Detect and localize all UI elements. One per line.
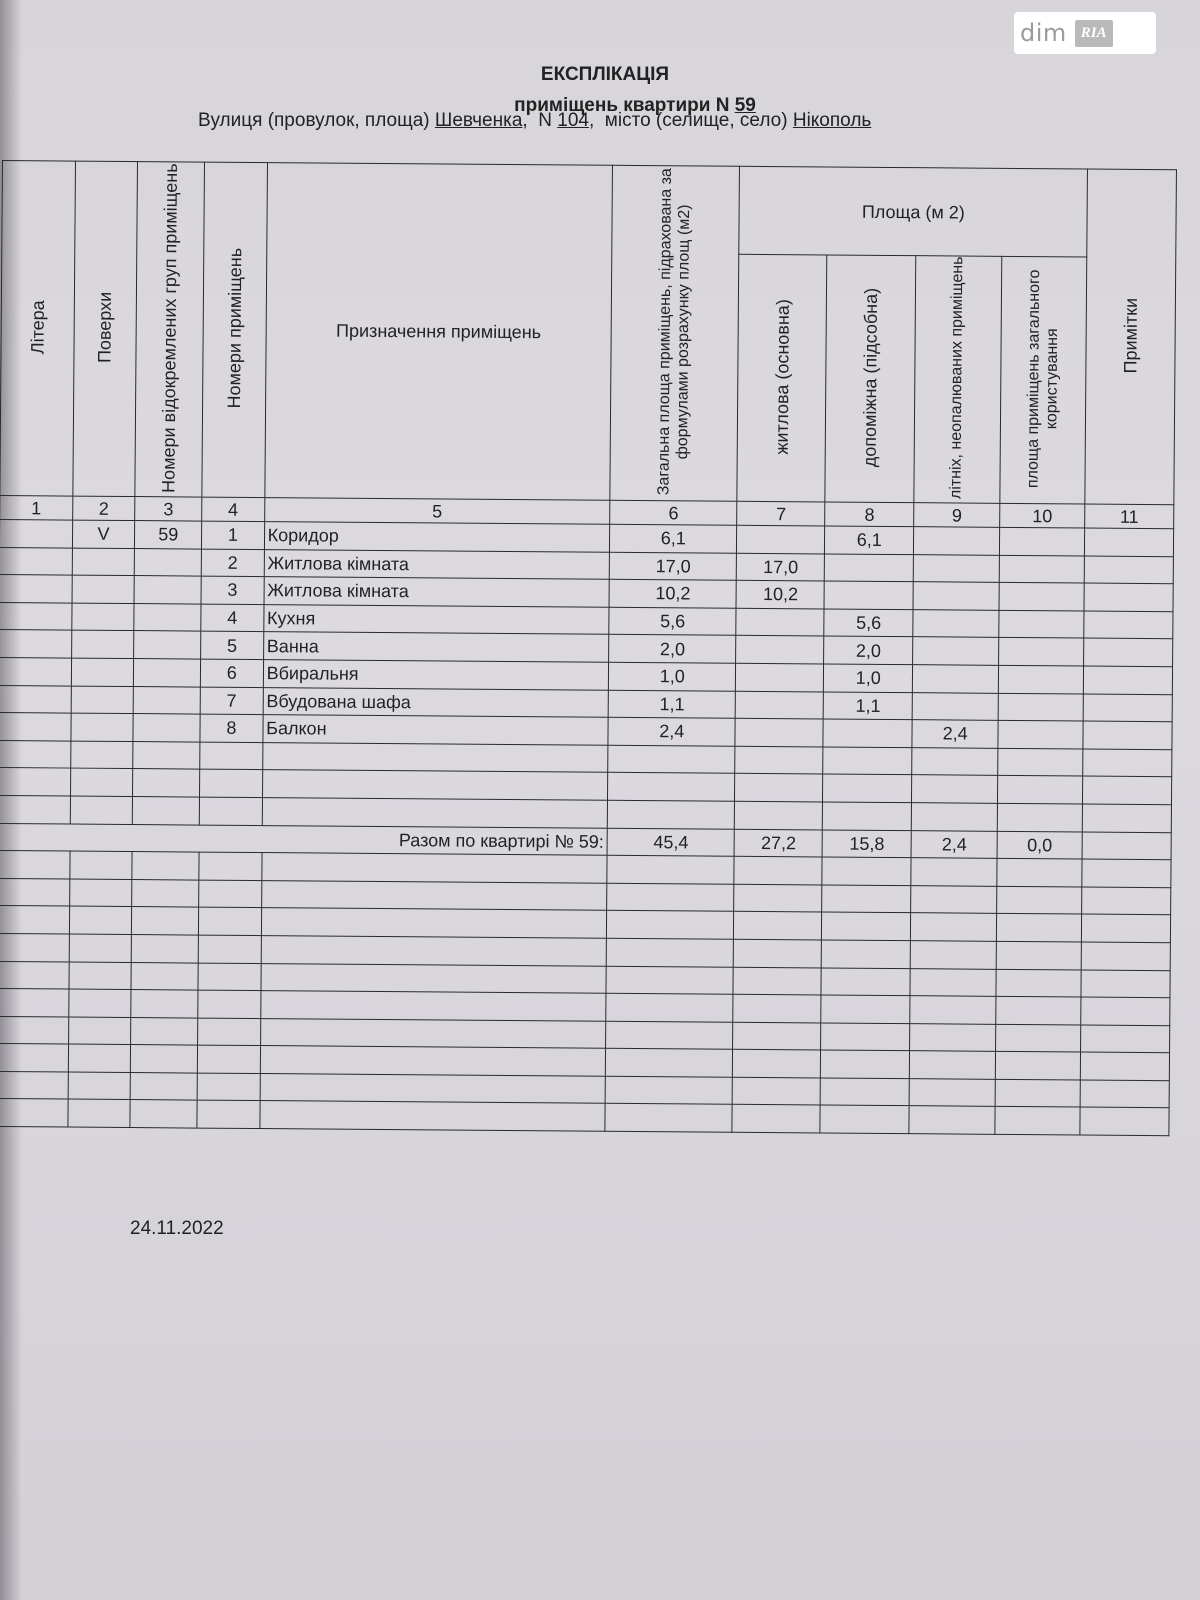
cell-common-area: [998, 665, 1083, 693]
cell-room-name: Кухня: [263, 604, 609, 634]
cell-empty: [70, 851, 133, 879]
cell-empty: [910, 1023, 996, 1051]
cell-empty: [733, 967, 821, 995]
cell-empty: [70, 741, 133, 769]
cell-empty: [133, 769, 200, 797]
cell-empty: [910, 941, 996, 969]
cell-empty: [260, 991, 606, 1021]
header-purpose: Призначення приміщень: [265, 163, 613, 501]
cell-living-area: [736, 608, 824, 636]
cell-litera: [0, 519, 72, 547]
col-num: 6: [610, 500, 737, 525]
address-line: Вулиця (провулок, площа) Шевченка, N 104, місто (селище, село) Нікополь: [198, 110, 872, 131]
explication-table: [0, 160, 1177, 1136]
cell-room-name: Вбудована шафа: [263, 687, 609, 717]
cell-common-area: [999, 555, 1084, 583]
cell-empty: [1081, 997, 1170, 1025]
apartment-number: 59: [734, 95, 756, 116]
cell-empty: [734, 856, 822, 884]
cell-empty: [200, 742, 263, 770]
cell-aux-area: 2,0: [824, 636, 913, 664]
cell-empty: [823, 774, 912, 802]
cell-living-area: [737, 525, 825, 553]
cell-empty: [262, 742, 608, 772]
cell-empty: [734, 912, 822, 940]
summer-area-sum: 2,4: [911, 830, 997, 858]
cell-empty: [732, 1105, 820, 1133]
cell-empty: [0, 768, 70, 796]
cell-empty: [912, 775, 998, 803]
cell-empty: [607, 911, 734, 940]
cell-empty: [69, 962, 132, 990]
cell-notes: [1084, 556, 1173, 584]
living-area-sum: 27,2: [735, 829, 823, 857]
cell-group: [134, 686, 201, 714]
cell-notes: [1083, 694, 1172, 722]
cell-empty: [820, 1105, 909, 1133]
cell-empty: [996, 941, 1081, 969]
col-num: 10: [1000, 503, 1085, 528]
cell-empty: [260, 1018, 606, 1048]
header-row-top: [2, 161, 1177, 258]
total-notes: [1082, 832, 1171, 860]
cell-empty: [132, 907, 199, 935]
cell-room-name: Ванна: [263, 632, 609, 662]
cell-group: [135, 548, 202, 576]
cell-empty: [733, 1022, 821, 1050]
cell-empty: [262, 798, 608, 828]
cell-common-area: [999, 583, 1084, 611]
header-summer: літніх, неопалюваних приміщень: [914, 256, 1002, 504]
cell-living-area: 17,0: [737, 553, 825, 581]
cell-empty: [68, 1044, 131, 1072]
cell-empty: [822, 885, 911, 913]
cell-empty: [1081, 942, 1170, 970]
cell-empty: [1082, 804, 1171, 832]
cell-empty: [1081, 1025, 1170, 1053]
cell-summer-area: [913, 554, 999, 582]
cell-empty: [997, 858, 1082, 886]
cell-empty: [1080, 1107, 1169, 1135]
cell-empty: [608, 773, 735, 802]
cell-floor: [72, 603, 135, 631]
cell-empty: [133, 796, 200, 824]
watermark-dim-text: dim: [1020, 19, 1067, 47]
cell-empty: [260, 1073, 606, 1103]
cell-empty: [910, 1051, 996, 1079]
cell-total-area: 5,6: [609, 607, 736, 636]
cell-group: [134, 576, 201, 604]
cell-litera: [0, 630, 72, 658]
cell-empty: [131, 990, 198, 1018]
cell-empty: [912, 747, 998, 775]
cell-empty: [0, 989, 69, 1017]
cell-litera: [0, 575, 72, 603]
cell-aux-area: [825, 554, 914, 582]
cell-room-number: 7: [200, 687, 263, 715]
cell-empty: [1082, 887, 1171, 915]
cell-empty: [0, 961, 69, 989]
cell-empty: [70, 768, 133, 796]
cell-empty: [733, 994, 821, 1022]
cell-room-number: 2: [201, 549, 264, 577]
cell-litera: [0, 602, 72, 630]
aux-area-sum: 15,8: [822, 829, 911, 857]
cell-empty: [0, 906, 69, 934]
cell-empty: [69, 906, 132, 934]
street-value: Шевченка: [434, 110, 523, 131]
cell-empty: [734, 939, 822, 967]
col-num: 9: [914, 503, 1000, 528]
col-num: 2: [72, 496, 135, 520]
cell-empty: [996, 996, 1081, 1024]
watermark-ria-badge: RIA: [1075, 20, 1113, 47]
cell-empty: [822, 857, 911, 885]
cell-room-name: Житлова кімната: [264, 549, 610, 579]
cell-empty: [131, 1045, 198, 1073]
cell-empty: [198, 935, 261, 963]
cell-empty: [733, 1050, 821, 1078]
cell-empty: [199, 880, 262, 908]
cell-common-area: [1000, 527, 1085, 555]
cell-summer-area: [913, 582, 999, 610]
cell-empty: [1081, 914, 1170, 942]
cell-empty: [260, 1101, 606, 1131]
cell-living-area: [736, 691, 824, 719]
cell-floor: [71, 686, 134, 714]
cell-empty: [132, 934, 199, 962]
cell-empty: [995, 1107, 1080, 1135]
cell-floor: [71, 658, 134, 686]
cell-empty: [198, 907, 261, 935]
header-room-numbers: Номери приміщень: [202, 162, 267, 497]
cell-empty: [132, 879, 199, 907]
cell-empty: [197, 1045, 260, 1073]
cell-room-number: 6: [200, 659, 263, 687]
cell-empty: [197, 1101, 260, 1129]
cell-empty: [910, 996, 996, 1024]
cell-aux-area: 1,0: [824, 664, 913, 692]
header-groups: Номери відокремлених груп приміщень: [135, 162, 204, 498]
cell-notes: [1084, 638, 1173, 666]
cell-empty: [821, 995, 910, 1023]
header-floors: Поверхи: [73, 161, 138, 496]
cell-total-area: 2,4: [608, 717, 735, 746]
cell-aux-area: [823, 719, 912, 747]
cell-empty: [995, 1052, 1080, 1080]
cell-living-area: 10,2: [736, 580, 824, 608]
cell-empty: [1083, 749, 1172, 777]
col-num: 5: [264, 498, 610, 525]
cell-empty: [1082, 859, 1171, 887]
cell-empty: [200, 769, 263, 797]
header-total-area: Загальна площа приміщень, підрахована за формулами розрахунку площ (м2): [610, 165, 740, 501]
cell-summer-area: [913, 665, 999, 693]
cell-empty: [998, 776, 1083, 804]
cell-room-name: Житлова кімната: [264, 577, 610, 607]
cell-empty: [606, 1021, 733, 1050]
cell-summer-area: [912, 692, 998, 720]
cell-group: [133, 714, 200, 742]
cell-empty: [911, 885, 997, 913]
cell-empty: [260, 1046, 606, 1076]
cell-empty: [822, 940, 911, 968]
city-value: Нікополь: [792, 110, 872, 131]
cell-empty: [997, 886, 1082, 914]
cell-empty: [130, 1072, 197, 1100]
cell-empty: [0, 933, 69, 961]
cell-litera: [0, 657, 71, 685]
cell-empty: [0, 740, 71, 768]
cell-empty: [911, 803, 997, 831]
cell-empty: [197, 1073, 260, 1101]
cell-total-area: 1,1: [608, 690, 735, 719]
cell-empty: [735, 746, 823, 774]
header-area-group: Площа (м 2): [739, 166, 1087, 257]
cell-empty: [0, 878, 70, 906]
cell-empty: [606, 966, 733, 995]
cell-empty: [261, 908, 607, 938]
cell-empty: [199, 797, 262, 825]
cell-common-area: [999, 638, 1084, 666]
header-auxiliary: допоміжна (підсобна): [825, 255, 916, 503]
cell-empty: [69, 989, 132, 1017]
col-num: 3: [135, 497, 202, 522]
cell-empty: [69, 879, 132, 907]
cell-empty: [130, 1100, 197, 1128]
cell-floor: V: [72, 520, 135, 548]
cell-common-area: [998, 720, 1083, 748]
cell-litera: [0, 547, 72, 575]
cell-floor: [71, 630, 134, 658]
cell-empty: [0, 1071, 68, 1099]
header-litera: Літера: [0, 161, 75, 497]
dim-ria-watermark: [1014, 12, 1156, 54]
cell-empty: [0, 1044, 68, 1072]
subtitle-prefix: приміщень квартири N: [514, 95, 730, 116]
cell-empty: [911, 913, 997, 941]
cell-empty: [1081, 970, 1170, 998]
cell-empty: [68, 1100, 131, 1128]
cell-room-number: 8: [200, 714, 263, 742]
cell-common-area: [998, 693, 1083, 721]
cell-empty: [198, 990, 261, 1018]
col-num: 8: [825, 502, 914, 527]
cell-empty: [133, 741, 200, 769]
cell-aux-area: [824, 581, 913, 609]
cell-empty: [261, 880, 607, 910]
cell-notes: [1084, 528, 1173, 556]
cell-empty: [735, 774, 823, 802]
cell-total-area: 1,0: [609, 662, 736, 691]
cell-group: 59: [135, 521, 202, 549]
cell-empty: [607, 855, 734, 884]
cell-total-area: 17,0: [609, 552, 736, 581]
cell-empty: [132, 852, 199, 880]
cell-group: [134, 603, 201, 631]
cell-empty: [0, 851, 70, 879]
cell-empty: [607, 800, 734, 829]
cell-summer-area: [913, 637, 999, 665]
cell-empty: [996, 914, 1081, 942]
cell-room-number: 5: [201, 631, 264, 659]
cell-notes: [1084, 583, 1173, 611]
cell-empty: [735, 801, 823, 829]
document-date: 24.11.2022: [130, 1218, 224, 1239]
cell-empty: [261, 935, 607, 965]
cell-empty: [608, 745, 735, 774]
header-common-use: площа приміщень загального користування: [1000, 256, 1087, 504]
cell-summer-area: 2,4: [912, 720, 998, 748]
cell-litera: [0, 685, 71, 713]
cell-empty: [607, 883, 734, 912]
cell-empty: [131, 962, 198, 990]
cell-empty: [995, 1079, 1080, 1107]
document-title: ЕКСПЛІКАЦІЯ: [540, 64, 670, 85]
cell-notes: [1084, 611, 1173, 639]
total-area-sum: 45,4: [607, 828, 734, 857]
col-num: 7: [737, 501, 825, 526]
col-num: 1: [0, 495, 73, 520]
cell-empty: [996, 969, 1081, 997]
cell-empty: [0, 1099, 68, 1127]
cell-total-area: 2,0: [609, 635, 736, 664]
cell-room-name: Вбиральня: [263, 660, 609, 690]
cell-empty: [910, 968, 996, 996]
cell-empty: [823, 747, 912, 775]
cell-empty: [262, 853, 608, 883]
header-living: житлова (основна): [737, 254, 827, 502]
cell-empty: [821, 967, 910, 995]
cell-group: [134, 631, 201, 659]
cell-living-area: [736, 663, 824, 691]
col-num: 4: [202, 497, 265, 521]
cell-total-area: 10,2: [609, 579, 736, 608]
cell-empty: [911, 858, 997, 886]
cell-room-number: 4: [201, 604, 264, 632]
cell-empty: [606, 993, 733, 1022]
cell-room-number: 3: [201, 576, 264, 604]
street-label: Вулиця (провулок, площа): [198, 110, 430, 131]
cell-empty: [733, 1077, 821, 1105]
cell-empty: [605, 1076, 732, 1105]
cell-room-number: 1: [201, 521, 264, 549]
cell-empty: [70, 796, 133, 824]
total-label: Разом по квартирі № 59:: [0, 823, 607, 855]
cell-notes: [1083, 721, 1172, 749]
cell-aux-area: 1,1: [823, 692, 912, 720]
cell-summer-area: [913, 609, 999, 637]
cell-empty: [998, 748, 1083, 776]
cell-empty: [997, 803, 1082, 831]
cell-empty: [69, 934, 132, 962]
cell-floor: [72, 548, 135, 576]
cell-empty: [822, 912, 911, 940]
cell-empty: [996, 1024, 1081, 1052]
city-label: місто (селище, село): [604, 110, 788, 131]
col-num: 11: [1085, 504, 1174, 529]
cell-living-area: [736, 636, 824, 664]
cell-empty: [605, 1049, 732, 1078]
cell-empty: [131, 1017, 198, 1045]
cell-living-area: [735, 718, 823, 746]
cell-empty: [198, 963, 261, 991]
cell-empty: [68, 1072, 131, 1100]
cell-room-name: Коридор: [264, 522, 610, 552]
cell-litera: [0, 713, 71, 741]
cell-empty: [1080, 1052, 1169, 1080]
cell-empty: [68, 1017, 131, 1045]
cell-common-area: [999, 610, 1084, 638]
cell-empty: [1082, 776, 1171, 804]
cell-aux-area: 5,6: [824, 609, 913, 637]
cell-empty: [0, 1016, 69, 1044]
cell-empty: [199, 852, 262, 880]
cell-floor: [71, 713, 134, 741]
cell-empty: [909, 1079, 995, 1107]
cell-empty: [605, 1104, 732, 1133]
cell-empty: [734, 884, 822, 912]
cell-group: [134, 659, 201, 687]
cell-empty: [261, 963, 607, 993]
common-area-sum: 0,0: [997, 831, 1082, 859]
cell-empty: [606, 938, 733, 967]
cell-notes: [1083, 666, 1172, 694]
cell-empty: [820, 1078, 909, 1106]
house-number-value: 104: [557, 110, 589, 131]
cell-empty: [262, 770, 608, 800]
cell-empty: [909, 1106, 995, 1134]
house-number-label: N: [538, 110, 552, 131]
cell-total-area: 6,1: [610, 524, 737, 553]
cell-aux-area: 6,1: [825, 526, 914, 554]
header-notes: Примітки: [1085, 169, 1177, 505]
cell-empty: [821, 1023, 910, 1051]
cell-empty: [0, 795, 70, 823]
cell-summer-area: [914, 527, 1000, 555]
cell-floor: [72, 575, 135, 603]
cell-empty: [1080, 1080, 1169, 1108]
cell-room-name: Балкон: [263, 715, 609, 745]
cell-empty: [198, 1018, 261, 1046]
cell-empty: [823, 802, 912, 830]
cell-empty: [821, 1050, 910, 1078]
